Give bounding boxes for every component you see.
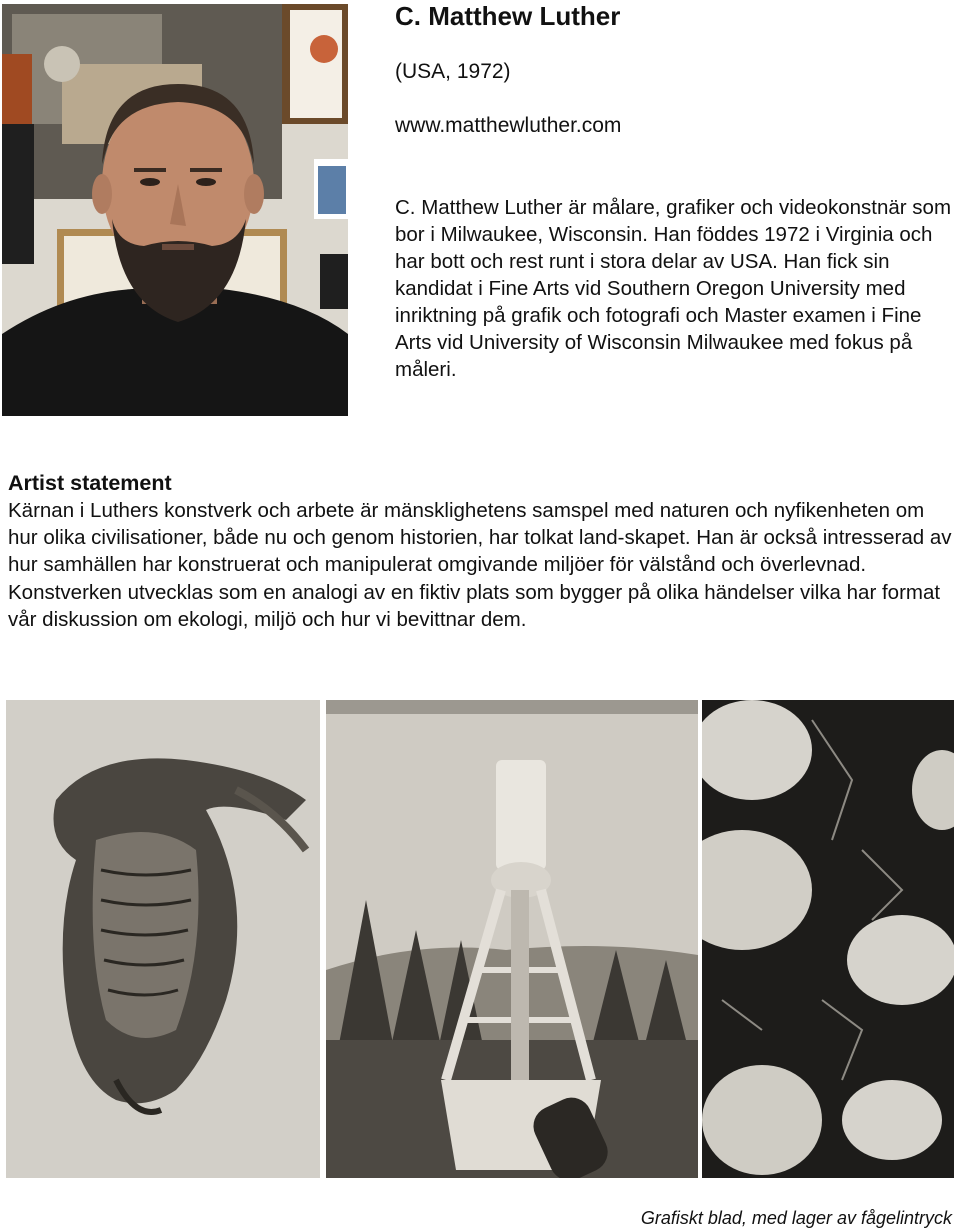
artwork-image [0,700,960,1200]
artist-origin: (USA, 1972) [395,60,511,83]
artist-statement: Kärnan i Luthers konstverk och arbete är mänsklighetens samspel med naturen och nyfikenheten om hur olika civilisationer, både nu och genom historien, har tolkat land-skapet. Han är också intresserad av hur samhällen har konstruerat och manipulerat omgivande miljöer för välstånd och överlevnad. Konstverken utvecklas som en analogi av en fiktiv plats som bygger på olika händelser vilka har format vår diskussion om ekologi, miljö och hur vi bevittnar dem. [8,499,952,631]
artist-bio: C. Matthew Luther är målare, grafiker och videokonstnär som bor i Milwaukee, Wisconsin. Han föddes 1972 i Virginia och har bott och rest runt i stora delar av USA. Han fick sin kandidat i Fine Arts vid Southern Oregon University med inriktning på grafik och fotografi och Master examen i Fine Arts vid University of Wisconsin Milwaukee med fokus på måleri. [395,196,952,381]
artist-website-link[interactable]: www.matthewluther.com [395,114,622,137]
statement-heading: Artist statement [8,471,172,495]
bird-print-panel [6,700,320,1178]
artist-portrait [2,4,348,416]
artwork-caption: Grafiskt blad, med lager av fågelintryck [640,1208,952,1228]
water-tower-panel [326,700,698,1178]
artist-name: C. Matthew Luther [395,1,621,31]
abstract-print-panel [702,700,954,1178]
